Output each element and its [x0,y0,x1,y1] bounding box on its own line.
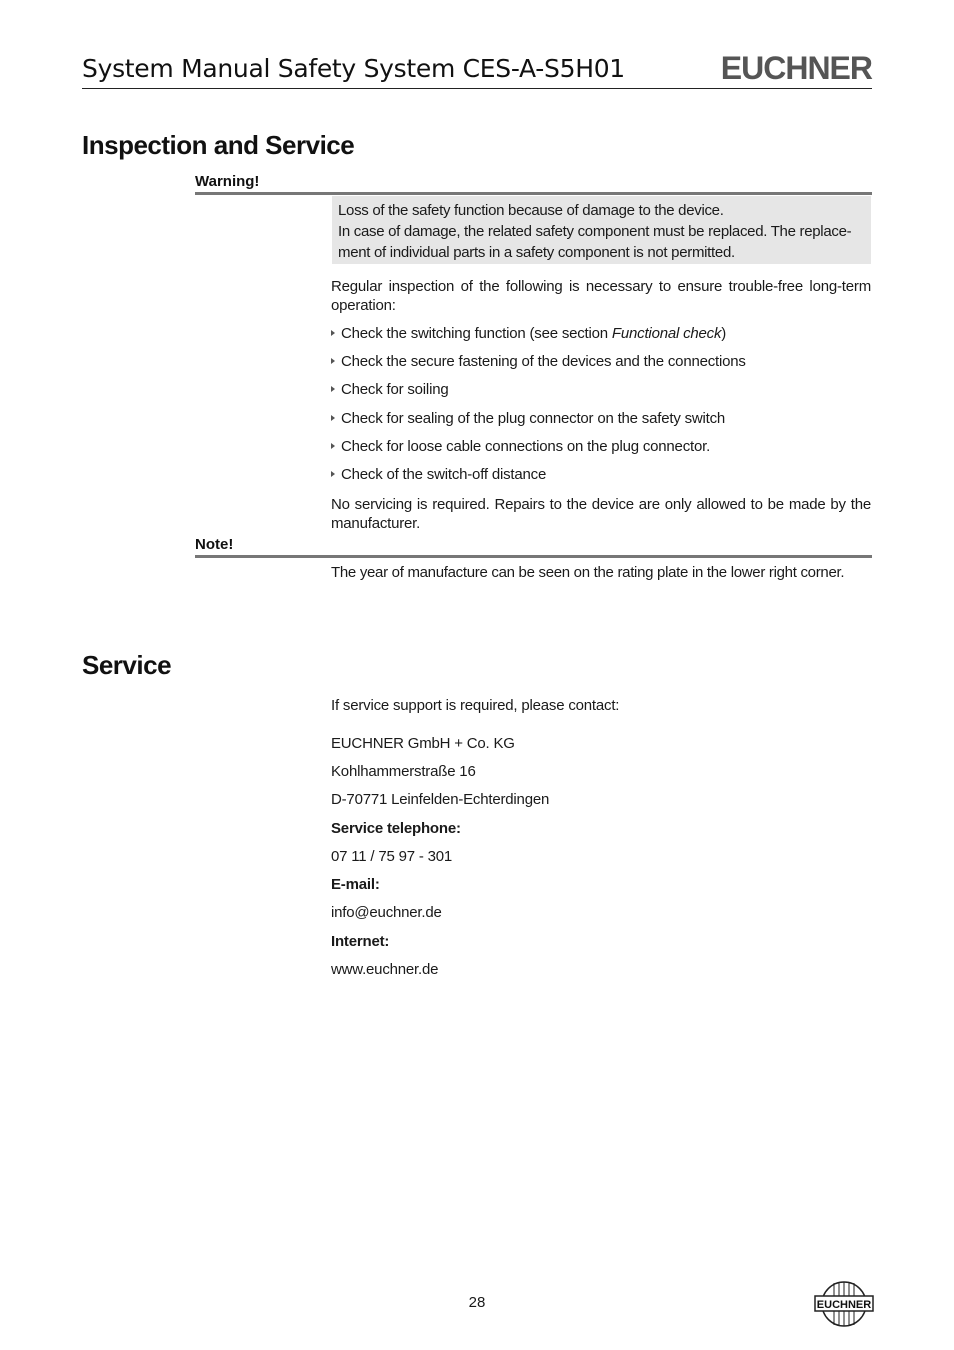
bullet-arrow-icon [331,330,335,336]
inspection-intro: Regular inspection of the following is necessary to ensure trouble-free long-term operation: [331,278,871,314]
company-name: EUCHNER GmbH + Co. KG [331,735,515,752]
warning-line: ment of individual parts in a safety component is not permitted. [338,244,735,261]
bullet-arrow-icon [331,443,335,449]
email-address: info@euchner.de [331,904,442,921]
warning-label: Warning! [195,173,260,190]
note-text: The year of manufacture can be seen on the rating plate in the lower right corner. [331,564,845,581]
note-label: Note! [195,536,234,553]
euchner-seal-logo-icon [814,1280,874,1328]
list-item: Check for sealing of the plug connector on the safety switch [331,410,725,427]
bullet-arrow-icon [331,471,335,477]
list-item: Check for loose cable connections on the plug connector. [331,438,710,455]
service-intro: If service support is required, please contact: [331,697,620,714]
email-label: E-mail: [331,876,380,893]
servicing-text: No servicing is required. Repairs to the device are only allowed to be made by the manufacturer. [331,496,871,532]
bullet-arrow-icon [331,386,335,392]
euchner-logo: EUCHNER [720,50,872,86]
list-item: Check for soiling [331,381,448,398]
seal-text: EUCHNER [816,1299,872,1311]
header-divider [82,88,872,89]
bullet-arrow-icon [331,358,335,364]
bullet-arrow-icon [331,415,335,421]
warning-line: Loss of the safety function because of damage to the device. [338,202,724,219]
internet-label: Internet: [331,933,390,950]
telephone-number: 07 11 / 75 97 - 301 [331,848,453,865]
section-heading-inspection: Inspection and Service [82,130,355,160]
street-address: Kohlhammerstraße 16 [331,763,476,780]
website-url: www.euchner.de [331,961,439,978]
warning-line: In case of damage, the related safety component must be replaced. The replace- [338,223,852,240]
note-divider [195,555,872,558]
city-address: D-70771 Leinfelden-Echterdingen [331,791,550,808]
warning-divider [195,192,872,195]
warning-box [332,196,871,264]
list-item: Check the secure fastening of the devices and the connections [331,353,746,370]
telephone-label: Service telephone: [331,820,461,837]
list-item: Check the switching function (see section Functional check) [331,325,726,342]
page-number: 28 [468,1294,486,1311]
document-title: System Manual Safety System CES-A-S5H01 [82,54,625,83]
list-item: Check of the switch-off distance [331,466,546,483]
section-heading-service: Service [82,650,172,680]
section-reference: Functional check [611,325,722,342]
